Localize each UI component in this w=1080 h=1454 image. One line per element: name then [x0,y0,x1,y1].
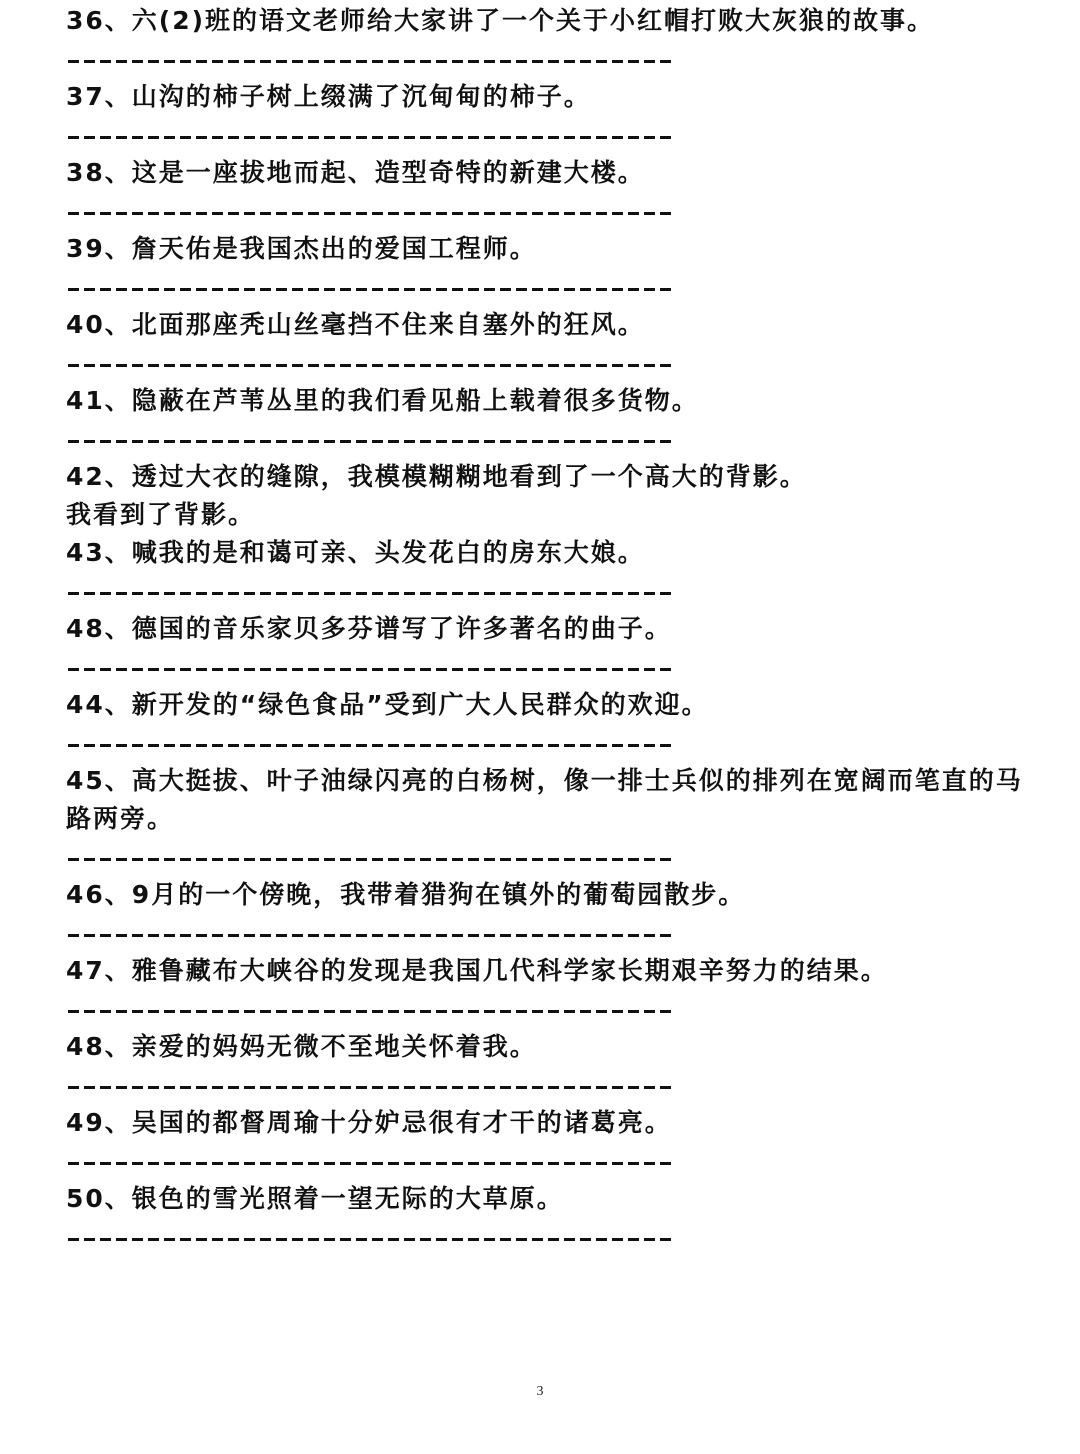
item-sentence: 德国的音乐家贝多芬谱写了许多著名的曲子。 [131,614,672,643]
exercise-item-41 [66,382,1026,458]
answer-line [66,1218,1026,1256]
exercise-item-38 [66,154,1026,230]
item-number: 43、 [66,538,132,567]
answer-line [66,192,1026,230]
dashed-rule [68,1162,672,1165]
item-number: 39、 [66,234,132,263]
dashed-rule [68,1010,672,1013]
dashed-rule [68,744,672,747]
item-number: 37、 [66,82,132,111]
item-number: 40、 [66,310,132,339]
item-sentence: 喊我的是和蔼可亲、头发花白的房东大娘。 [131,538,645,567]
item-number: 49、 [66,1108,132,1137]
exercise-item-46 [66,876,1026,952]
item-sentence: 新开发的“绿色食品”受到广大人民群众的欢迎。 [131,690,709,719]
exercise-item-50 [66,1180,1026,1256]
dashed-rule [68,592,672,595]
exercise-item-42 [66,458,1026,534]
exercise-item-36 [66,2,1026,78]
item-sentence: 雅鲁藏布大峡谷的发现是我国几代科学家长期艰辛努力的结果。 [131,956,888,985]
dashed-rule [68,440,672,443]
item-sentence: 隐蔽在芦苇丛里的我们看见船上载着很多货物。 [131,386,699,415]
answer-line [66,40,1026,78]
item-sentence: 山沟的柿子树上缀满了沉甸甸的柿子。 [131,82,591,111]
exercise-item-45 [66,762,1026,876]
dashed-rule [68,212,672,215]
dashed-rule [68,364,672,367]
item-sentence: 这是一座拔地而起、造型奇特的新建大楼。 [131,158,645,187]
dashed-rule [68,858,672,861]
item-sentence: 詹天佑是我国杰出的爱国工程师。 [131,234,537,263]
dashed-rule [68,136,672,139]
item-sentence: 北面那座秃山丝毫挡不住来自塞外的狂风。 [131,310,645,339]
item-sentence: 透过大衣的缝隙，我模模糊糊地看到了一个高大的背影。 [131,462,807,491]
dashed-rule [68,934,672,937]
dashed-rule [68,288,672,291]
item-sentence: 高大挺拔、叶子油绿闪亮的白杨树，像一排士兵似的排列在宽阔而笔直的马路两旁。 [66,766,1023,833]
answer-line [66,648,1026,686]
answer-line [66,914,1026,952]
item-number: 42、 [66,462,132,491]
item-number: 45、 [66,766,132,795]
answer-text: 我看到了背影。 [66,500,256,529]
item-number: 48、 [66,614,132,643]
item-number: 36、 [66,6,132,35]
item-number: 46、 [66,880,132,909]
answer-line [66,1142,1026,1180]
item-number: 48、 [66,1032,132,1061]
item-sentence: 吴国的都督周瑜十分妒忌很有才干的诸葛亮。 [131,1108,672,1137]
page-number: 3 [536,1384,544,1399]
item-number: 50、 [66,1184,132,1213]
dashed-rule [68,1086,672,1089]
dashed-rule [68,60,672,63]
answer-line [66,420,1026,458]
answer-line [66,724,1026,762]
exercise-item-48a [66,610,1026,686]
item-sentence: 六(2)班的语文老师给大家讲了一个关于小红帽打败大灰狼的故事。 [131,6,935,35]
exercise-item-47 [66,952,1026,1028]
exercise-item-39 [66,230,1026,306]
exercise-item-43 [66,534,1026,610]
answer-line [66,344,1026,382]
exercise-list [66,2,1026,1256]
answer-line [66,990,1026,1028]
exercise-item-48b [66,1028,1026,1104]
exercise-item-44 [66,686,1026,762]
item-sentence: 亲爱的妈妈无微不至地关怀着我。 [131,1032,537,1061]
item-number: 38、 [66,158,132,187]
exercise-item-40 [66,306,1026,382]
item-sentence: 9月的一个傍晚，我带着猎狗在镇外的葡萄园散步。 [131,880,746,909]
answer-line [66,1066,1026,1104]
exercise-item-49 [66,1104,1026,1180]
dashed-rule [68,1238,672,1241]
answer-line [66,572,1026,610]
item-sentence: 银色的雪光照着一望无际的大草原。 [131,1184,564,1213]
exercise-item-37 [66,78,1026,154]
item-number: 41、 [66,386,132,415]
answer-line [66,838,1026,876]
item-number: 44、 [66,690,132,719]
answer-line [66,116,1026,154]
item-number: 47、 [66,956,132,985]
answer-line [66,268,1026,306]
dashed-rule [68,668,672,671]
